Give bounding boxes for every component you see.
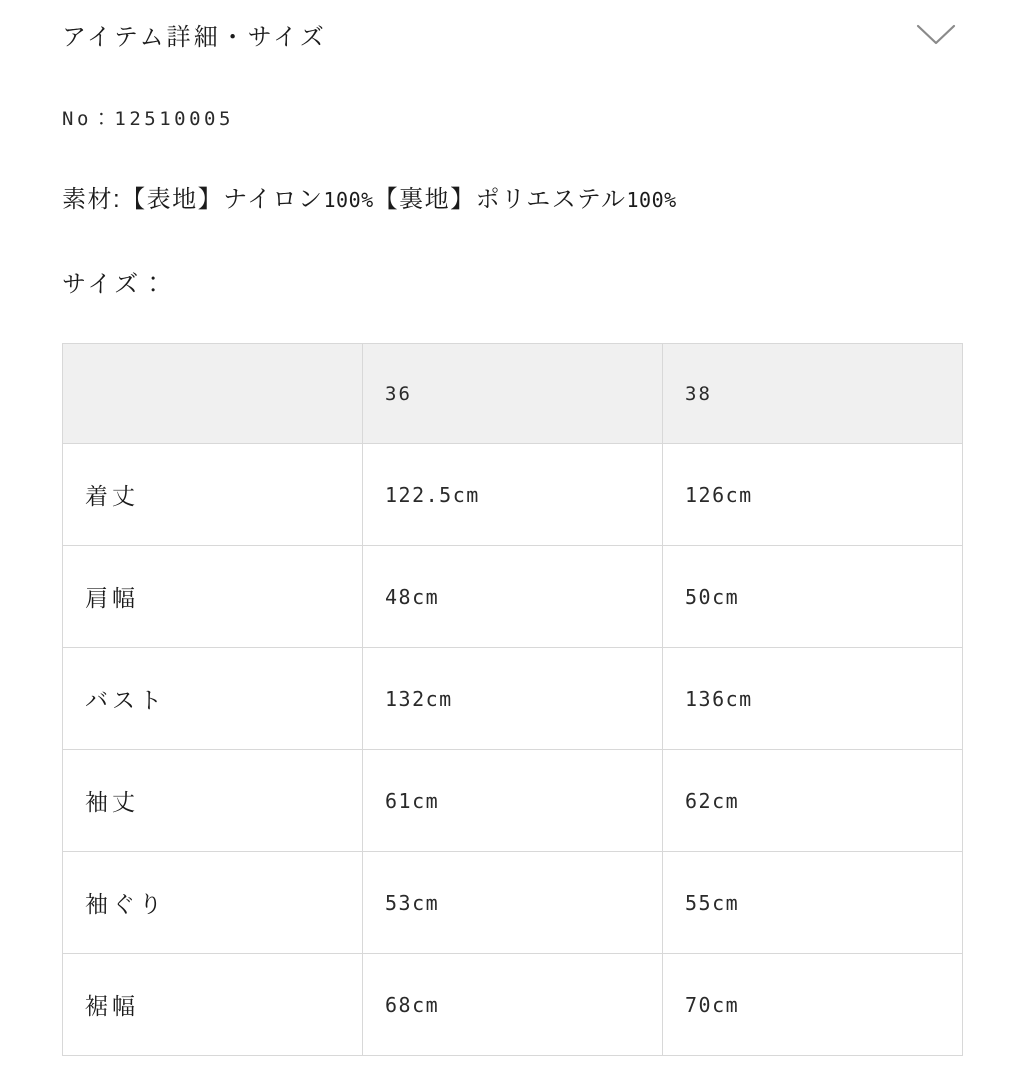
row-label: 着丈: [63, 444, 363, 546]
row-value-36: 68cm: [363, 954, 663, 1056]
size-table-body: [63, 444, 963, 1056]
row-label: バスト: [63, 648, 363, 750]
row-label: 袖丈: [63, 750, 363, 852]
row-label: 袖ぐり: [63, 852, 363, 954]
row-value-38: 50cm: [663, 546, 963, 648]
row-value-38: 136cm: [663, 648, 963, 750]
table-header-size-38: 38: [663, 344, 963, 444]
row-value-38: 55cm: [663, 852, 963, 954]
row-value-38: 62cm: [663, 750, 963, 852]
table-row: [63, 750, 963, 852]
row-label: 裾幅: [63, 954, 363, 1056]
section-header-item-details[interactable]: [62, 0, 964, 62]
material-prefix: 素材:【表地】ナイロン: [62, 186, 324, 213]
row-value-38: 70cm: [663, 954, 963, 1056]
material-middle: 【裏地】ポリエステル: [373, 186, 627, 213]
row-value-36: 53cm: [363, 852, 663, 954]
chevron-down-icon[interactable]: [914, 19, 958, 49]
material-text: [62, 179, 964, 214]
item-number: No：12510005: [62, 108, 234, 130]
table-header-blank: [63, 344, 363, 444]
size-table: [62, 343, 963, 1056]
row-value-36: 122.5cm: [363, 444, 663, 546]
table-row: [63, 648, 963, 750]
table-header-row: [63, 344, 963, 444]
row-value-38: 126cm: [663, 444, 963, 546]
table-row: [63, 954, 963, 1056]
material-outer-percent: 100%: [323, 188, 374, 212]
row-label: 肩幅: [63, 546, 363, 648]
table-row: [63, 546, 963, 648]
size-label: サイズ：: [62, 271, 169, 298]
size-table-head: [63, 344, 963, 444]
material-lining-percent: 100%: [626, 188, 677, 212]
row-value-36: 132cm: [363, 648, 663, 750]
table-header-size-36: 36: [363, 344, 663, 444]
table-row: [63, 444, 963, 546]
table-row: [63, 852, 963, 954]
row-value-36: 61cm: [363, 750, 663, 852]
page-title: アイテム詳細・サイズ: [62, 23, 327, 51]
row-value-36: 48cm: [363, 546, 663, 648]
